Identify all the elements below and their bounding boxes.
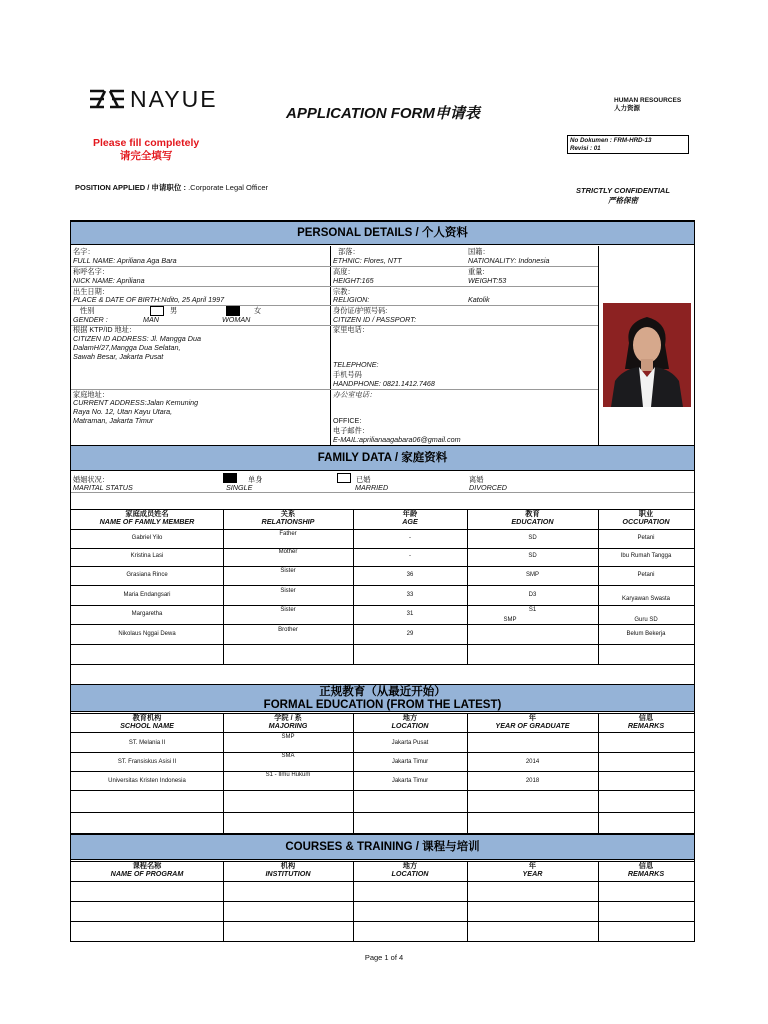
doc-number: No Dokumen : FRM-HRD-13 (570, 137, 652, 144)
nick-name-field[interactable]: NICK NAME: Apriliana (73, 276, 145, 285)
nayue-logo-icon (90, 88, 124, 110)
table-cell[interactable]: Kristina Lasi (130, 553, 164, 559)
document-number-box (567, 135, 689, 154)
current-address-line2[interactable]: Raya No. 12, Utan Kayu Utara, (73, 407, 173, 416)
man-label: MAN (143, 315, 159, 324)
column-header-en: RELATIONSHIP (261, 517, 315, 526)
column-header-en: NAME OF FAMILY MEMBER (99, 517, 195, 526)
confidential-label (568, 186, 678, 206)
table-cell[interactable]: Nikolaus Nggai Dewa (118, 631, 176, 637)
table-cell[interactable]: Petani (637, 535, 655, 541)
table-cell[interactable]: SMA (281, 753, 295, 759)
table-line (71, 941, 694, 942)
mobile-cn: 手机号码 (333, 370, 362, 379)
email-field[interactable]: E-MAIL:aprilianaagabara06@gmail.com (333, 435, 461, 444)
ktp-address-line2[interactable]: DalamH/27,Mangga Dua Selatan, (73, 343, 181, 352)
table-cell[interactable]: Sister (280, 588, 296, 594)
table-cell[interactable]: 2014 (525, 759, 540, 765)
home-phone-cn: 家里电话： (333, 325, 369, 334)
divorced-label: DIVORCED (469, 483, 507, 492)
gender-label: GENDER : (73, 315, 108, 324)
page-number: Page 1 of 4 (364, 953, 404, 962)
table-cell[interactable]: 33 (406, 592, 414, 598)
religion-cn: 宗教： (333, 287, 355, 296)
table-cell[interactable]: Belum Bekerja (626, 631, 666, 637)
woman-label: WOMAN (222, 315, 251, 324)
single-label: SINGLE (226, 483, 253, 492)
table-cell[interactable]: D3 (528, 592, 537, 598)
table-cell[interactable]: SD (528, 553, 537, 559)
table-cell[interactable]: Karyawan Swasta (621, 596, 671, 602)
table-line (353, 509, 354, 664)
email-cn: 电子邮件： (333, 426, 369, 435)
table-cell[interactable]: ST. Fransiskus Asisi II (117, 759, 177, 765)
portrait-image (603, 303, 691, 407)
weight-field[interactable]: WEIGHT:53 (468, 276, 507, 285)
table-cell[interactable]: SMP (525, 572, 539, 578)
education-title-en: FORMAL EDUCATION (FROM THE LATEST) (263, 699, 502, 711)
table-line (598, 713, 599, 833)
hr-label-en: HUMAN RESOURCES (614, 97, 682, 104)
table-line (71, 732, 694, 733)
column-header-en: LOCATION (391, 869, 429, 878)
current-address-line3[interactable]: Matraman, Jakarta Timur (73, 416, 154, 425)
citizen-id-cn: 身份证/护照号码: (333, 306, 388, 315)
table-line (71, 664, 694, 665)
table-cell[interactable]: Margaretha (131, 611, 163, 617)
column-header-cn: 家庭成员姓名 (125, 509, 169, 518)
table-cell[interactable]: 29 (406, 631, 414, 637)
grid-line (71, 492, 694, 493)
hr-label (614, 97, 681, 113)
office-phone-cn: 办公室电话： (333, 390, 377, 399)
column-header-cn: 学院 / 系 (274, 713, 302, 722)
table-cell[interactable]: ST. Melania II (128, 740, 166, 746)
table-cell[interactable]: S1 (528, 607, 537, 613)
table-cell[interactable]: SMP (281, 734, 295, 740)
table-line (71, 548, 694, 549)
table-line (71, 901, 694, 902)
table-cell[interactable]: Jakarta Timur (391, 759, 429, 765)
table-cell[interactable]: Brother (278, 627, 298, 633)
dob-field[interactable]: PLACE & DATE OF BIRTH:Ndito, 25 April 1997 (73, 295, 225, 304)
single-checkbox[interactable] (223, 473, 237, 483)
column-header-en: LOCATION (391, 721, 429, 730)
column-header-en: EDUCATION (511, 517, 554, 526)
table-cell[interactable]: Ibu Rumah Tangga (620, 553, 672, 559)
male-cn: 男 (170, 306, 178, 315)
column-header-cn: 地方 (402, 713, 418, 722)
ktp-address-line3[interactable]: Sawah Besar, Jakarta Pusat (73, 352, 164, 361)
table-line (467, 509, 468, 664)
column-header-en: REMARKS (627, 869, 665, 878)
table-cell[interactable]: Gabriel Yilo (131, 535, 163, 541)
column-header-cn: 年 (528, 713, 537, 722)
dob-cn: 出生日期： (73, 287, 109, 296)
ktp-address-line1[interactable]: CITIZEN ID ADDRESS: Jl. Mangga Dua (73, 334, 201, 343)
table-cell[interactable]: Maria Endangsari (123, 592, 171, 598)
citizen-id-field[interactable]: CITIZEN ID / PASSPORT: (333, 315, 417, 324)
table-cell[interactable]: Jakarta Timur (391, 778, 429, 784)
handphone-field[interactable]: HANDPHONE: 0821.1412.7468 (333, 379, 435, 388)
personal-details-header: PERSONAL DETAILS / 个人资料 (71, 221, 694, 245)
column-header-cn: 地方 (402, 861, 418, 870)
table-line (71, 566, 694, 567)
confidential-cn: 严格保密 (608, 196, 638, 205)
column-header-en: INSTITUTION (265, 869, 311, 878)
nick-cn: 称呼名字： (73, 267, 109, 276)
position-value[interactable]: .Corporate Legal Officer (188, 183, 268, 192)
table-cell[interactable]: Father (279, 531, 297, 537)
ktp-cn: 根据 KTP/ID 地址： (73, 325, 137, 334)
marital-label: MARITAL STATUS (73, 483, 133, 492)
table-cell[interactable]: Jakarta Pusat (391, 740, 429, 746)
column-header-cn: 年 (528, 861, 537, 870)
table-line (71, 585, 694, 586)
name-cn: 名字： (73, 247, 95, 256)
fill-note-en: Please fill completely (93, 137, 200, 149)
table-cell[interactable]: Sister (280, 607, 296, 613)
table-line (71, 771, 694, 772)
table-cell[interactable]: Guru SD (634, 617, 658, 623)
table-cell[interactable]: Grasiana Rince (126, 572, 168, 578)
column-header-cn: 课程名称 (132, 861, 162, 870)
table-line (71, 605, 694, 606)
column-header-cn: 信息 (638, 713, 654, 722)
grid-line (330, 246, 331, 445)
doc-revision: Revisi : 01 (570, 144, 601, 152)
table-line (353, 713, 354, 833)
column-header-cn: 教育机构 (132, 713, 162, 722)
table-cell[interactable]: SD (528, 535, 537, 541)
female-cn: 女 (254, 306, 262, 315)
column-header-en: OCCUPATION (622, 517, 670, 526)
nationality-field[interactable]: NATIONALITY: Indonesia (468, 256, 550, 265)
marital-cn: 婚姻状况： (73, 475, 109, 484)
current-address-cn: 家庭地址： (73, 390, 109, 399)
religion-field[interactable]: Katolik (468, 295, 490, 304)
column-header-en: NAME OF PROGRAM (110, 869, 184, 878)
column-header-en: MAJORING (268, 721, 308, 730)
column-header-cn: 机构 (280, 861, 296, 870)
table-cell[interactable]: 2018 (525, 778, 540, 784)
fill-note-cn: 请完全填写 (119, 150, 173, 162)
column-header-en: REMARKS (627, 721, 665, 730)
formal-education-header (71, 684, 694, 712)
position-applied (75, 182, 268, 193)
position-label: POSITION APPLIED / 申请职位 : (75, 183, 186, 192)
column-header-cn: 关系 (280, 509, 296, 518)
table-cell[interactable]: - (409, 535, 411, 541)
table-line (71, 644, 694, 645)
table-cell[interactable]: Mother (278, 549, 298, 555)
column-header-cn: 信息 (638, 861, 654, 870)
office-field[interactable]: OFFICE: (333, 416, 362, 425)
table-cell[interactable]: Universitas Kristen Indonesia (108, 778, 186, 784)
table-line (71, 921, 694, 922)
ethnic-field[interactable]: ETHNIC: Flores, NTT (333, 256, 402, 265)
table-line (71, 529, 694, 530)
married-cn: 已婚 (356, 475, 371, 484)
table-cell[interactable]: S1 - Ilmu Hukum (265, 772, 311, 778)
table-cell[interactable]: Petani (637, 572, 655, 578)
single-cn: 单身 (248, 475, 263, 484)
education-title-cn: 正规教育（从最近开始） (319, 686, 446, 698)
divorced-cn: 离婚 (469, 475, 484, 484)
table-line (71, 752, 694, 753)
table-line (71, 812, 694, 813)
column-header-cn: 年龄 (402, 509, 418, 518)
family-data-header: FAMILY DATA / 家庭资料 (71, 445, 694, 471)
column-header-cn: 教育 (525, 509, 540, 518)
telephone-field[interactable]: TELEPHONE: (333, 360, 379, 369)
courses-training-header: COURSES & TRAINING / 课程与培训 (71, 834, 694, 860)
table-line (71, 790, 694, 791)
nationality-cn: 国籍： (468, 247, 490, 256)
table-line (467, 713, 468, 833)
applicant-photo (603, 303, 691, 407)
confidential-en: STRICTLY CONFIDENTIAL (576, 186, 670, 195)
height-cn: 高度： (333, 267, 355, 276)
table-cell[interactable]: 31 (406, 611, 414, 617)
column-header-en: AGE (402, 517, 418, 526)
brand-name: NAYUE (130, 85, 218, 112)
full-name-field[interactable]: FULL NAME: Apriliana Aga Bara (73, 256, 177, 265)
gender-cn: 性别 (80, 306, 95, 315)
current-address-line1[interactable]: CURRENT ADDRESS:Jalan Kemuning (73, 398, 199, 407)
table-cell[interactable]: 36 (406, 572, 414, 578)
married-checkbox[interactable] (337, 473, 351, 483)
column-header-en: SCHOOL NAME (120, 721, 174, 730)
table-line (598, 509, 599, 664)
column-header-cn: 职业 (638, 509, 654, 518)
grid-line (598, 246, 599, 445)
column-header-en: YEAR (522, 869, 543, 878)
table-line (71, 624, 694, 625)
table-line (71, 881, 694, 882)
married-label: MARRIED (355, 483, 389, 492)
hr-label-cn: 人力资源 (614, 105, 640, 112)
form-title: APPLICATION FORM申请表 (286, 105, 480, 122)
fill-note (93, 137, 199, 163)
religion-label: RELIGION: (333, 295, 370, 304)
table-cell[interactable]: - (409, 553, 411, 559)
ethnic-cn: 部落： (338, 247, 360, 256)
company-logo (90, 86, 218, 112)
table-cell[interactable]: SMP (503, 617, 517, 623)
height-field[interactable]: HEIGHT:165 (333, 276, 374, 285)
column-header-en: YEAR OF GRADUATE (495, 721, 570, 730)
weight-cn: 重量: (468, 267, 485, 276)
table-cell[interactable]: Sister (280, 568, 296, 574)
